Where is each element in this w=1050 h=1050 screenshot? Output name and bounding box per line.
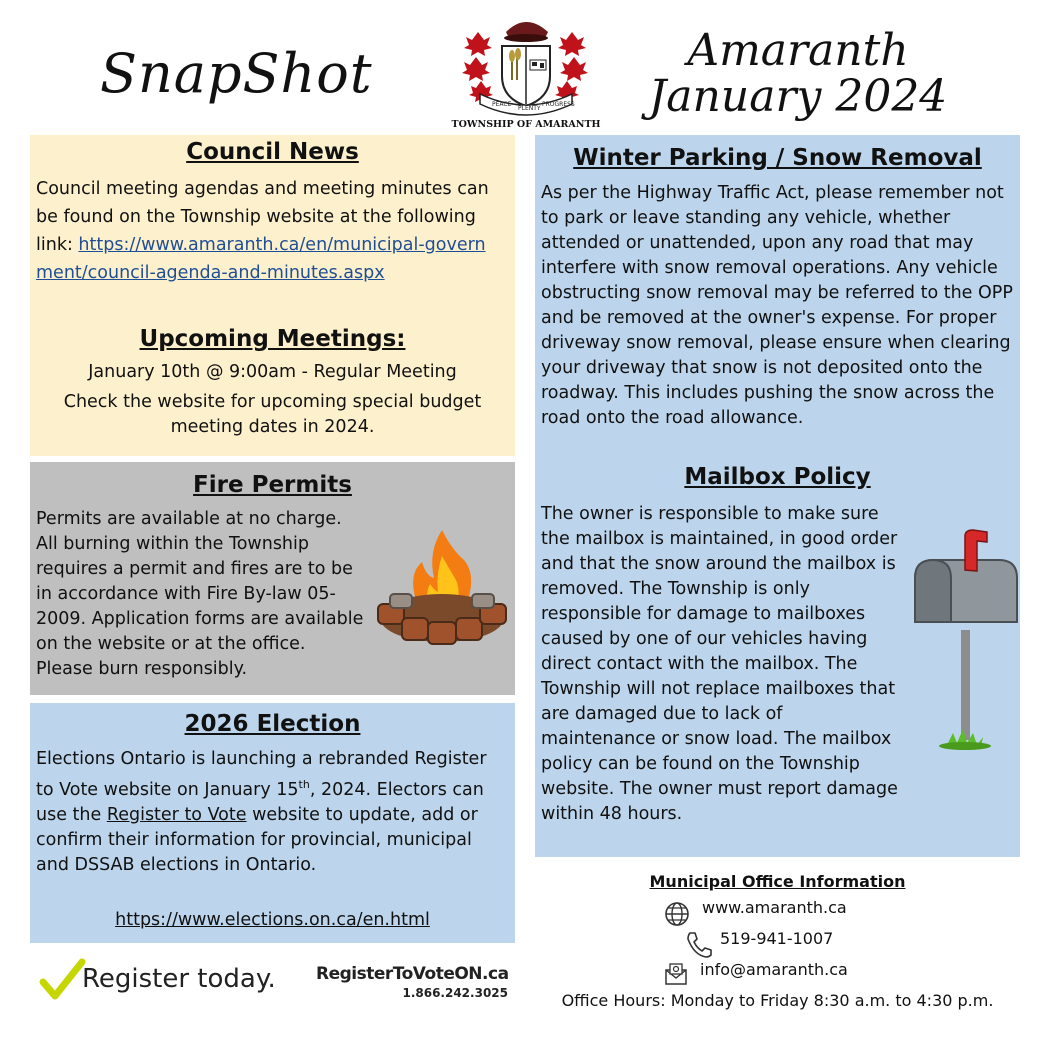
- mailbox-icon: [905, 530, 1020, 762]
- crest-motto-left: PEACE: [492, 101, 512, 108]
- phone-icon: [684, 930, 712, 958]
- upcoming-meetings-title: Upcoming Meetings:: [139, 326, 406, 352]
- office-hours: Office Hours: Monday to Friday 8:30 a.m. to 4:30 p.m.: [561, 991, 994, 1010]
- register-today-label: Register today.: [82, 964, 276, 994]
- council-agenda-link[interactable]: https://www.amaranth.ca/en/municipal-government/council-agenda-and-minutes.aspx: [36, 235, 486, 283]
- council-news-body: Council meeting agendas and meeting minutes can be found on the Township website at the following link:: [36, 179, 489, 255]
- office-website[interactable]: www.amaranth.ca: [702, 898, 847, 917]
- winter-parking-title: Winter Parking / Snow Removal: [573, 145, 982, 171]
- globe-icon: [664, 901, 690, 927]
- mailbox-policy-text: The owner is responsible to make sure the mailbox is maintained, in good order and that the snow around the mailbox is removed. The Township is only responsible for damage to mailboxes caused by one of our vehicles having direct contact with the mailbox. The Township will not replace mailboxes that are damaged due to lack of maintenance or snow load. The mailbox policy can be found on the Township website. The owner must report damage within 48 hours.: [541, 504, 898, 824]
- fire-permits-text: Permits are available at no charge. All burning within the Township requires a permit and fires are to be in accordance with Fire By-law 05-2009. Application forms are available on the website or at the office. Please burn responsibly.: [36, 509, 364, 679]
- council-news-title: Council News: [186, 139, 359, 165]
- council-news-panel: [30, 135, 515, 456]
- check-icon: [40, 960, 84, 1000]
- election-panel: [30, 703, 515, 943]
- election-title: 2026 Election: [184, 711, 361, 737]
- fire-pit-icon: [372, 522, 512, 652]
- newsletter-title: SnapShot: [100, 42, 373, 105]
- email-icon: [664, 962, 688, 986]
- office-phone[interactable]: 519-941-1007: [720, 929, 834, 948]
- office-email[interactable]: info@amaranth.ca: [700, 960, 848, 979]
- register-site: RegisterToVoteON.ca: [316, 964, 509, 984]
- township-crest-logo: [451, 10, 601, 132]
- mailbox-policy-title: Mailbox Policy: [684, 464, 871, 490]
- fire-permits-panel: [30, 462, 515, 695]
- budget-meeting-note: Check the website for upcoming special budget meeting dates in 2024.: [63, 392, 482, 437]
- edition-township: Amaranth: [687, 25, 909, 76]
- fire-permits-title: Fire Permits: [193, 472, 352, 498]
- election-text-b: , 2024. Electors can use the: [36, 779, 484, 825]
- winter-parking-text: As per the Highway Traffic Act, please remember not to park or leave standing any vehicle, whether attended or unattended, upon any road that may interfere with snow removal operations. Any vehicle obstructing snow removal may be referred to the OPP and be removed at the owner's expense. For proper driveway snow removal, please ensure when clearing your driveway that snow is not deposited onto the roadway. This includes pushing the snow across the road onto the road allowance.: [541, 183, 1013, 428]
- council-news-text: [36, 175, 501, 287]
- crest-caption: TOWNSHIP OF AMARANTH: [451, 119, 601, 130]
- election-text-sup: th: [298, 778, 310, 791]
- edition-date: January 2024: [648, 71, 948, 122]
- election-text: [36, 747, 506, 878]
- register-to-vote-link[interactable]: Register to Vote: [106, 804, 247, 825]
- office-info-title: Municipal Office Information: [649, 872, 906, 891]
- crest-motto-right: PROGRESS: [542, 101, 575, 108]
- meeting-item: January 10th @ 9:00am - Regular Meeting: [88, 362, 457, 382]
- election-text-a: Elections Ontario is launching a rebranded Register to Vote website on January 15: [36, 749, 487, 800]
- edition-heading: [628, 25, 968, 122]
- right-column-panel: [535, 135, 1020, 857]
- election-text-c: website to update, add or confirm their information for provincial, municipal and DSSAB elections in Ontario.: [36, 804, 478, 875]
- elections-ontario-link[interactable]: https://www.elections.on.ca/en.html: [115, 910, 430, 930]
- crest-motto-mid: PLENTY: [518, 105, 541, 112]
- register-phone: 1.866.242.3025: [402, 986, 508, 1000]
